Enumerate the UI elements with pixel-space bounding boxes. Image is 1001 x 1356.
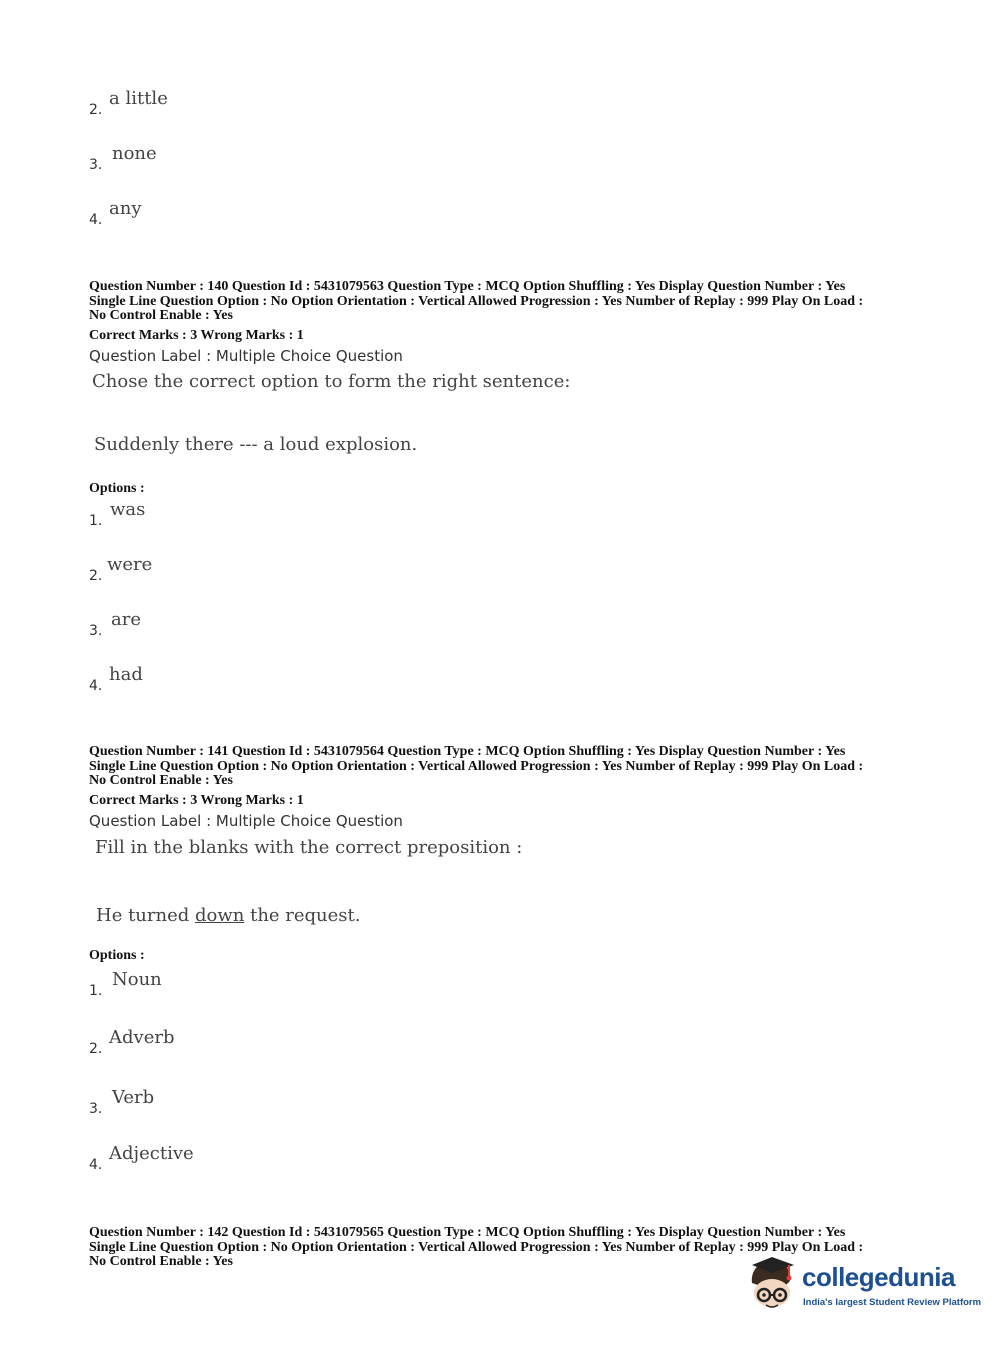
option-text: are (111, 609, 141, 630)
options-heading: Options : (89, 948, 145, 963)
meta-line: Question Number : 140 Question Id : 5431079563 Question Type : MCQ Option Shuffling : Yes Display Question Number : Yes (89, 279, 846, 294)
sentence-underlined-word: down (195, 905, 245, 926)
collegedunia-logo (744, 1255, 982, 1315)
option-number: 2. (89, 102, 103, 118)
question-meta (89, 280, 919, 324)
question-sentence: Suddenly there --- a loud explosion. (94, 434, 418, 455)
meta-line: No Control Enable : Yes (89, 308, 233, 323)
meta-line: Single Line Question Option : No Option Orientation : Vertical Allowed Progression : Yes Number of Replay : 999 Play On Load : (89, 293, 864, 309)
question-instruction: Fill in the blanks with the correct preposition : (95, 837, 523, 858)
question-label: Question Label : Multiple Choice Question (89, 347, 403, 365)
option-number: 4. (89, 212, 103, 228)
question-sentence (96, 905, 361, 926)
option-number: 3. (89, 1101, 103, 1117)
sentence-part: the request. (244, 905, 361, 926)
logo-brand: collegedunia (802, 1262, 955, 1292)
option-text: Adjective (109, 1143, 194, 1164)
meta-line: Single Line Question Option : No Option Orientation : Vertical Allowed Progression : Yes Number of Replay : 999 Play On Load : (89, 1239, 864, 1255)
option-number: 4. (89, 678, 103, 694)
option-text: had (109, 664, 143, 685)
option-number: 3. (89, 157, 103, 173)
option-text: a little (109, 88, 168, 109)
question-label: Question Label : Multiple Choice Question (89, 812, 403, 830)
option-number: 1. (89, 513, 103, 529)
meta-line: Question Number : 142 Question Id : 5431079565 Question Type : MCQ Option Shuffling : Yes Display Question Number : Yes (89, 1225, 846, 1240)
question-instruction: Chose the correct option to form the right sentence: (92, 371, 571, 392)
meta-line: Question Number : 141 Question Id : 5431079564 Question Type : MCQ Option Shuffling : Yes Display Question Number : Yes (89, 744, 846, 759)
option-number: 3. (89, 623, 103, 639)
option-number: 2. (89, 568, 103, 584)
option-number: 4. (89, 1157, 103, 1173)
option-text: were (107, 554, 153, 575)
option-text: any (109, 198, 142, 219)
option-text: Verb (112, 1087, 155, 1108)
option-text: was (110, 499, 146, 520)
mascot-icon (744, 1255, 800, 1315)
meta-line: Single Line Question Option : No Option Orientation : Vertical Allowed Progression : Yes Number of Replay : 999 Play On Load : (89, 758, 864, 774)
question-marks: Correct Marks : 3 Wrong Marks : 1 (89, 793, 304, 808)
option-number: 1. (89, 983, 103, 999)
option-text: none (112, 143, 157, 164)
option-number: 2. (89, 1041, 103, 1057)
options-heading: Options : (89, 481, 145, 496)
meta-line: No Control Enable : Yes (89, 1254, 233, 1269)
option-text: Noun (112, 969, 162, 990)
option-text: Adverb (109, 1027, 175, 1048)
question-meta (89, 745, 919, 789)
logo-tagline: India's largest Student Review Platform (803, 1297, 982, 1308)
meta-line: No Control Enable : Yes (89, 773, 233, 788)
question-marks: Correct Marks : 3 Wrong Marks : 1 (89, 328, 304, 343)
sentence-part: He turned (96, 905, 195, 926)
